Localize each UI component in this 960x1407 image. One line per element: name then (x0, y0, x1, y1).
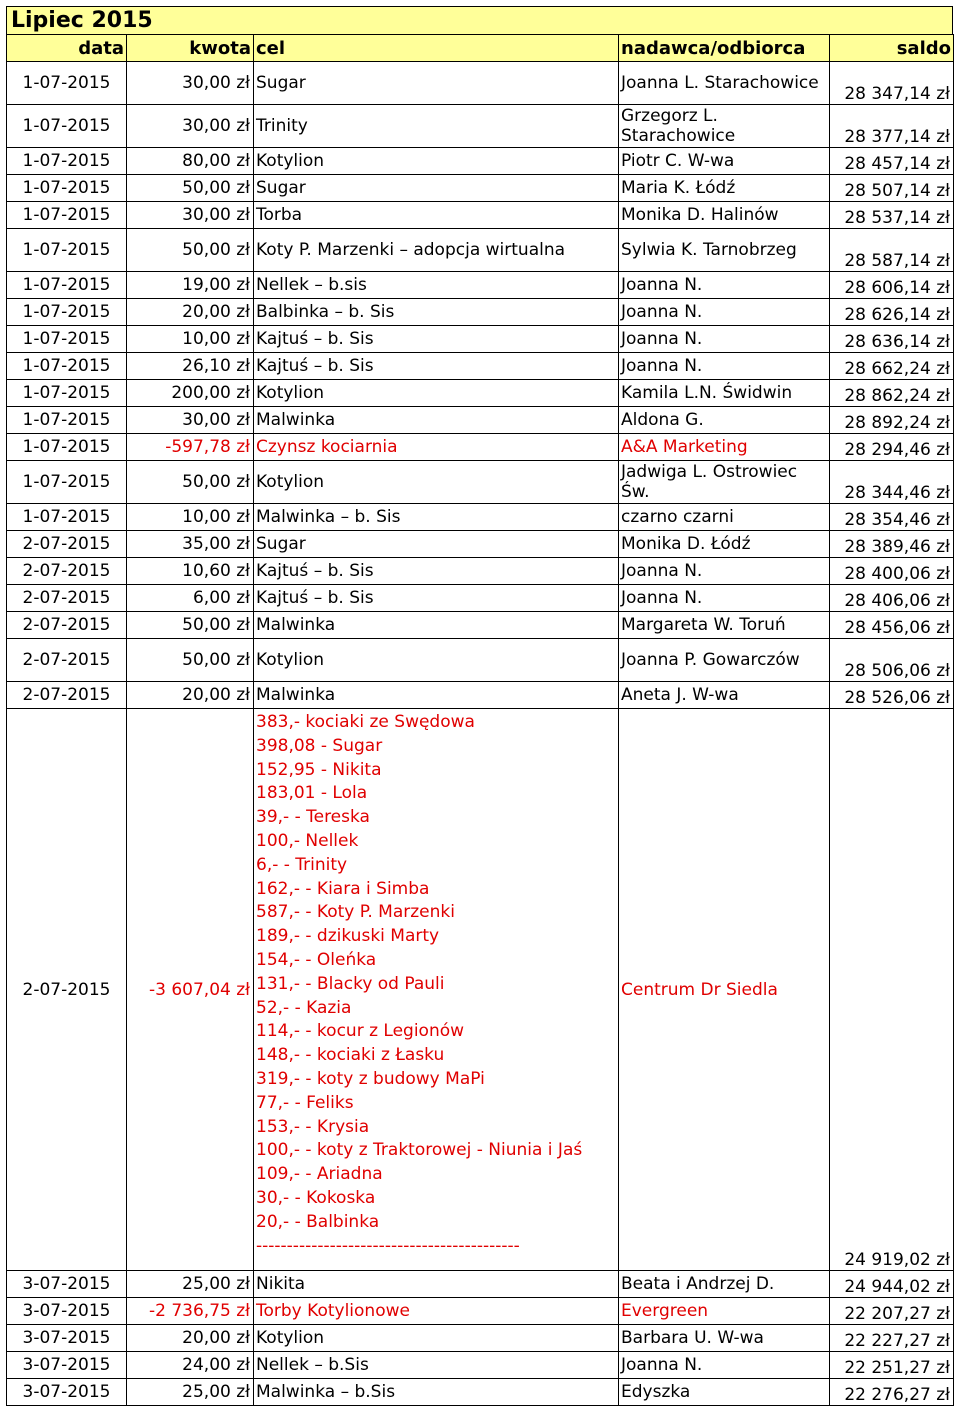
cell-cel: Nikita (254, 1271, 619, 1298)
cell-data: 1-07-2015 (7, 326, 127, 353)
expense-item: 152,95 - Nikita (256, 759, 382, 780)
cell-nadawca: Maria K. Łódź (619, 175, 830, 202)
table-row (7, 461, 954, 504)
expense-item: 109,- - Ariadna (256, 1164, 383, 1185)
cell-saldo: 28 636,14 zł (830, 326, 954, 353)
cell-data: 2-07-2015 (7, 585, 127, 612)
cell-nadawca: Monika D. Halinów (619, 202, 830, 229)
cell-kwota: 30,00 zł (127, 105, 254, 148)
expense-item: 52,- - Kazia (256, 997, 352, 1018)
table-row (7, 407, 954, 434)
cell-kwota: 10,00 zł (127, 504, 254, 531)
expense-item: 383,- kociaki ze Swędowa (256, 712, 475, 732)
cell-nadawca: Kamila L.N. Świdwin (619, 380, 830, 407)
cell-cel: Koty P. Marzenki – adopcja wirtualna (254, 229, 619, 272)
expense-item: 148,- - kociaki z Łasku (256, 1045, 445, 1066)
table-row (7, 62, 954, 105)
cell-kwota: 24,00 zł (127, 1352, 254, 1379)
cell-saldo: 28 347,14 zł (830, 62, 954, 105)
cell-nadawca: Joanna N. (619, 272, 830, 299)
table-row (7, 380, 954, 407)
cell-data: 3-07-2015 (7, 1352, 127, 1379)
cell-data: 1-07-2015 (7, 175, 127, 202)
cell-kwota: 30,00 zł (127, 407, 254, 434)
expense-balance: 24 919,02 zł (830, 709, 954, 1271)
expense-breakdown (254, 709, 619, 1271)
expense-item: 100,- Nellek (256, 830, 359, 851)
cell-saldo: 28 406,06 zł (830, 585, 954, 612)
expense-item: 189,- - dzikuski Marty (256, 926, 440, 947)
cell-data: 3-07-2015 (7, 1271, 127, 1298)
cell-saldo: 28 587,14 zł (830, 229, 954, 272)
table-body (7, 62, 954, 1406)
cell-data: 3-07-2015 (7, 1379, 127, 1406)
cell-saldo: 28 537,14 zł (830, 202, 954, 229)
cell-nadawca: Jadwiga L. Ostrowiec Św. (619, 461, 830, 504)
cell-cel: Kotylion (254, 639, 619, 682)
cell-cel: Czynsz kociarnia (254, 434, 619, 461)
cell-data: 1-07-2015 (7, 148, 127, 175)
table-row (7, 1325, 954, 1352)
cell-kwota: 6,00 zł (127, 585, 254, 612)
expense-separator: ------------------------------------------- (256, 1235, 520, 1256)
cell-saldo: 22 276,27 zł (830, 1379, 954, 1406)
cell-saldo: 28 606,14 zł (830, 272, 954, 299)
cell-data: 2-07-2015 (7, 531, 127, 558)
cell-nadawca: Joanna L. Starachowice (619, 62, 830, 105)
cell-nadawca: Joanna N. (619, 558, 830, 585)
expense-item: 77,- - Feliks (256, 1092, 354, 1113)
cell-saldo: 22 251,27 zł (830, 1352, 954, 1379)
cell-saldo: 28 862,24 zł (830, 380, 954, 407)
cell-cel: Malwinka (254, 612, 619, 639)
cell-kwota: 20,00 zł (127, 1325, 254, 1352)
cell-cel: Torba (254, 202, 619, 229)
expense-item: 319,- - koty z budowy MaPi (256, 1068, 485, 1089)
cell-nadawca: Piotr C. W-wa (619, 148, 830, 175)
table-row (7, 202, 954, 229)
cell-nadawca: Joanna N. (619, 353, 830, 380)
cell-saldo: 22 227,27 zł (830, 1325, 954, 1352)
cell-data: 1-07-2015 (7, 461, 127, 504)
expense-item: 39,- - Tereska (256, 807, 370, 828)
cell-cel: Malwinka – b.Sis (254, 1379, 619, 1406)
table-row (7, 229, 954, 272)
cell-saldo: 28 892,24 zł (830, 407, 954, 434)
cell-cel: Kajtuś – b. Sis (254, 353, 619, 380)
cell-cel: Malwinka (254, 682, 619, 709)
cell-nadawca: Joanna P. Gowarczów (619, 639, 830, 682)
cell-nadawca: czarno czarni (619, 504, 830, 531)
cell-nadawca: Edyszka (619, 1379, 830, 1406)
cell-data: 1-07-2015 (7, 353, 127, 380)
cell-kwota: -2 736,75 zł (127, 1298, 254, 1325)
cell-saldo: 22 207,27 zł (830, 1298, 954, 1325)
cell-saldo: 28 400,06 zł (830, 558, 954, 585)
cell-nadawca: Joanna N. (619, 299, 830, 326)
cell-kwota: 10,60 zł (127, 558, 254, 585)
cell-data: 3-07-2015 (7, 1325, 127, 1352)
cell-kwota: 10,00 zł (127, 326, 254, 353)
cell-nadawca: Barbara U. W-wa (619, 1325, 830, 1352)
cell-saldo: 24 944,02 zł (830, 1271, 954, 1298)
cell-data: 1-07-2015 (7, 407, 127, 434)
expense-date: 2-07-2015 (7, 709, 127, 1271)
table-row (7, 504, 954, 531)
cell-cel: Nellek – b.Sis (254, 1352, 619, 1379)
cell-data: 2-07-2015 (7, 612, 127, 639)
cell-cel: Sugar (254, 62, 619, 105)
cell-data: 1-07-2015 (7, 504, 127, 531)
table-row (7, 639, 954, 682)
expense-item: 587,- - Koty P. Marzenki (256, 902, 455, 923)
cell-kwota: 26,10 zł (127, 353, 254, 380)
cell-nadawca: Aneta J. W-wa (619, 682, 830, 709)
cell-kwota: -597,78 zł (127, 434, 254, 461)
cell-kwota: 80,00 zł (127, 148, 254, 175)
cell-data: 1-07-2015 (7, 105, 127, 148)
table-row (7, 326, 954, 353)
cell-nadawca: Aldona G. (619, 407, 830, 434)
transactions-table (6, 34, 954, 1406)
header-saldo: saldo (830, 35, 954, 62)
cell-kwota: 50,00 zł (127, 229, 254, 272)
cell-cel: Kajtuś – b. Sis (254, 326, 619, 353)
cell-kwota: 50,00 zł (127, 612, 254, 639)
table-row (7, 148, 954, 175)
cell-kwota: 50,00 zł (127, 461, 254, 504)
cell-cel: Nellek – b.sis (254, 272, 619, 299)
table-row (7, 175, 954, 202)
cell-data: 1-07-2015 (7, 272, 127, 299)
header-cel: cel (254, 35, 619, 62)
cell-saldo: 28 507,14 zł (830, 175, 954, 202)
cell-kwota: 19,00 zł (127, 272, 254, 299)
sheet-title: Lipiec 2015 (6, 6, 953, 34)
table-row (7, 105, 954, 148)
cell-nadawca: Joanna N. (619, 585, 830, 612)
expense-item: 153,- - Krysia (256, 1116, 370, 1137)
table-row (7, 1352, 954, 1379)
cell-nadawca: A&A Marketing (619, 434, 830, 461)
cell-saldo: 28 526,06 zł (830, 682, 954, 709)
cell-saldo: 28 389,46 zł (830, 531, 954, 558)
cell-nadawca: Joanna N. (619, 326, 830, 353)
expense-item: 183,01 - Lola (256, 783, 368, 804)
cell-cel: Torby Kotylionowe (254, 1298, 619, 1325)
cell-cel: Malwinka (254, 407, 619, 434)
cell-data: 2-07-2015 (7, 558, 127, 585)
cell-data: 1-07-2015 (7, 229, 127, 272)
cell-saldo: 28 344,46 zł (830, 461, 954, 504)
expense-recipient: Centrum Dr Siedla (619, 709, 830, 1271)
expense-amount: -3 607,04 zł (127, 709, 254, 1271)
cell-data: 1-07-2015 (7, 380, 127, 407)
expense-row (7, 709, 954, 1271)
table-row (7, 612, 954, 639)
header-data: data (7, 35, 127, 62)
cell-cel: Kotylion (254, 380, 619, 407)
table-row (7, 531, 954, 558)
expense-item: 20,- - Balbinka (256, 1211, 380, 1232)
table-row (7, 1379, 954, 1406)
expense-item: 30,- - Kokoska (256, 1187, 376, 1208)
cell-saldo: 28 662,24 zł (830, 353, 954, 380)
cell-saldo: 28 377,14 zł (830, 105, 954, 148)
cell-kwota: 20,00 zł (127, 299, 254, 326)
cell-nadawca: Monika D. Łódź (619, 531, 830, 558)
table-row (7, 299, 954, 326)
expense-item: 131,- - Blacky od Pauli (256, 973, 445, 994)
cell-nadawca: Sylwia K. Tarnobrzeg (619, 229, 830, 272)
header-row (7, 35, 954, 62)
cell-cel: Kotylion (254, 148, 619, 175)
cell-data: 1-07-2015 (7, 202, 127, 229)
cell-nadawca: Joanna N. (619, 1352, 830, 1379)
cell-saldo: 28 457,14 zł (830, 148, 954, 175)
table-row (7, 585, 954, 612)
cell-kwota: 200,00 zł (127, 380, 254, 407)
expense-item: 100,- - koty z Traktorowej - Niunia i Jaś (256, 1140, 583, 1161)
cell-cel: Kotylion (254, 1325, 619, 1352)
cell-nadawca: Grzegorz L. Starachowice (619, 105, 830, 148)
cell-kwota: 20,00 zł (127, 682, 254, 709)
expense-item: 6,- - Trinity (256, 854, 348, 875)
cell-saldo: 28 506,06 zł (830, 639, 954, 682)
cell-cel: Kajtuś – b. Sis (254, 585, 619, 612)
cell-cel: Kotylion (254, 461, 619, 504)
table-row (7, 353, 954, 380)
cell-cel: Sugar (254, 175, 619, 202)
cell-kwota: 30,00 zł (127, 202, 254, 229)
cell-data: 1-07-2015 (7, 62, 127, 105)
header-kwota: kwota (127, 35, 254, 62)
cell-kwota: 25,00 zł (127, 1271, 254, 1298)
table-row (7, 272, 954, 299)
expense-item: 154,- - Oleńka (256, 949, 377, 970)
cell-kwota: 35,00 zł (127, 531, 254, 558)
cell-cel: Sugar (254, 531, 619, 558)
cell-data: 2-07-2015 (7, 639, 127, 682)
cell-data: 2-07-2015 (7, 682, 127, 709)
table-row (7, 558, 954, 585)
cell-kwota: 50,00 zł (127, 639, 254, 682)
cell-saldo: 28 354,46 zł (830, 504, 954, 531)
cell-data: 1-07-2015 (7, 299, 127, 326)
cell-nadawca: Evergreen (619, 1298, 830, 1325)
cell-nadawca: Margareta W. Toruń (619, 612, 830, 639)
cell-kwota: 30,00 zł (127, 62, 254, 105)
cell-saldo: 28 456,06 zł (830, 612, 954, 639)
table-row (7, 434, 954, 461)
cell-cel: Kajtuś – b. Sis (254, 558, 619, 585)
cell-cel: Trinity (254, 105, 619, 148)
expense-item: 162,- - Kiara i Simba (256, 878, 430, 899)
cell-kwota: 25,00 zł (127, 1379, 254, 1406)
cell-saldo: 28 626,14 zł (830, 299, 954, 326)
spreadsheet (6, 6, 953, 1406)
cell-data: 3-07-2015 (7, 1298, 127, 1325)
header-nadawca: nadawca/odbiorca (619, 35, 830, 62)
cell-kwota: 50,00 zł (127, 175, 254, 202)
cell-nadawca: Beata i Andrzej D. (619, 1271, 830, 1298)
table-row (7, 682, 954, 709)
table-row (7, 1271, 954, 1298)
expense-item: 114,- - kocur z Legionów (256, 1021, 465, 1042)
cell-cel: Balbinka – b. Sis (254, 299, 619, 326)
cell-saldo: 28 294,46 zł (830, 434, 954, 461)
cell-data: 1-07-2015 (7, 434, 127, 461)
expense-item: 398,08 - Sugar (256, 735, 383, 756)
table-row (7, 1298, 954, 1325)
cell-cel: Malwinka – b. Sis (254, 504, 619, 531)
